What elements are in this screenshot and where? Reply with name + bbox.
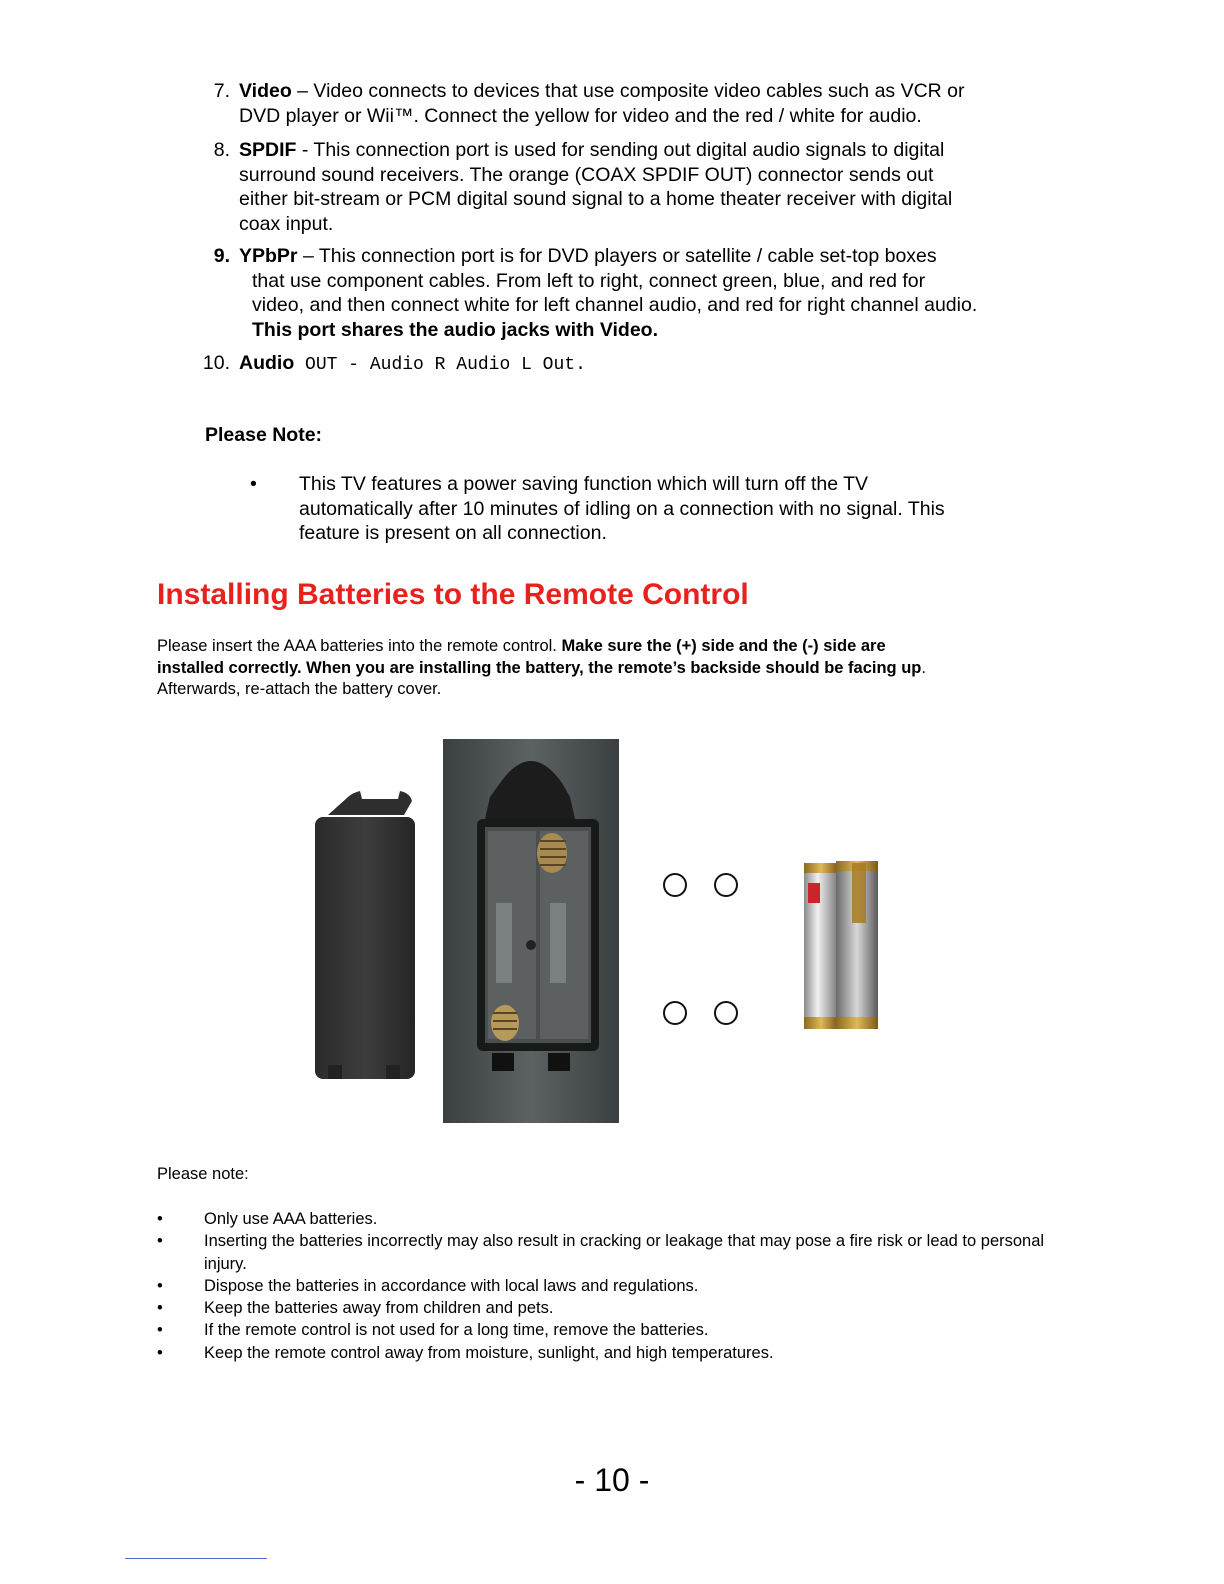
bullet: • bbox=[157, 1321, 163, 1340]
aaa-batteries-icon bbox=[804, 861, 878, 1029]
item-text: - This connection port is used for sending out digital audio signals to digital bbox=[296, 139, 945, 161]
footer-rule bbox=[125, 1558, 267, 1559]
item-number: 7. bbox=[213, 80, 230, 102]
section-title: Installing Batteries to the Remote Control bbox=[157, 578, 749, 611]
item-text: – Video connects to devices that use composite video cables such as VCR or bbox=[291, 80, 965, 102]
list-item bbox=[157, 1275, 1057, 1297]
item-text: OUT - Audio R Audio L Out. bbox=[294, 355, 586, 375]
polarity-circle-icon bbox=[715, 1002, 737, 1024]
bullet: • bbox=[250, 473, 257, 495]
page-number: - 10 - bbox=[574, 1462, 650, 1498]
battery-installation-figure bbox=[300, 735, 920, 1135]
item-text: that use component cables. From left to right, connect green, blue, and red for bbox=[252, 269, 926, 292]
note-text: Inserting the batteries incorrectly may also result in cracking or leakage that may pose a fire risk or lead to personal injury. bbox=[204, 1232, 1045, 1273]
bullet: • bbox=[157, 1232, 163, 1251]
intro-text: Afterwards, re-attach the battery cover. bbox=[157, 680, 442, 698]
polarity-circle-icon bbox=[664, 874, 686, 896]
list-item bbox=[157, 1319, 1057, 1341]
item-label: YPbPr bbox=[239, 245, 298, 267]
polarity-circle-icon bbox=[664, 1002, 686, 1024]
item-text: surround sound receivers. The orange (COAX SPDIF OUT) connector sends out bbox=[239, 163, 934, 186]
item-text: either bit-stream or PCM digital sound signal to a home theater receiver with digital bbox=[239, 188, 953, 210]
polarity-circle-icon bbox=[715, 874, 737, 896]
note-text: Keep the remote control away from moisture, sunlight, and high temperatures. bbox=[204, 1343, 774, 1362]
bullet: • bbox=[157, 1343, 163, 1362]
list-item bbox=[157, 1342, 1057, 1364]
bullet: • bbox=[157, 1210, 163, 1228]
remote-back-icon bbox=[443, 739, 619, 1123]
note-text: Dispose the batteries in accordance with local laws and regulations. bbox=[204, 1276, 699, 1295]
intro-text: . bbox=[921, 658, 926, 677]
item-text: coax input. bbox=[239, 212, 334, 235]
battery-illustration bbox=[300, 735, 920, 1135]
note-line: This TV features a power saving function which will turn off the TV bbox=[299, 473, 869, 495]
note-line: feature is present on all connection. bbox=[299, 522, 607, 544]
bullet: • bbox=[157, 1299, 163, 1318]
note-text: If the remote control is not used for a long time, remove the batteries. bbox=[204, 1321, 709, 1340]
list-item bbox=[157, 1208, 1057, 1230]
battery-notes-list bbox=[157, 1208, 1057, 1364]
item-label: Video bbox=[239, 80, 292, 102]
item-text: – This connection port is for DVD players or satellite / cable set-top boxes bbox=[297, 245, 937, 267]
item-number: 10. bbox=[202, 352, 230, 374]
item-label: SPDIF bbox=[239, 139, 297, 161]
intro-bold-text: Make sure the (+) side and the (-) side are bbox=[561, 637, 886, 655]
item-text: DVD player or Wii™. Connect the yellow for video and the red / white for audio. bbox=[239, 104, 922, 127]
bullet: • bbox=[157, 1276, 163, 1295]
note-text: Keep the batteries away from children and pets. bbox=[204, 1299, 554, 1318]
intro-bold-text: installed correctly. When you are installing the battery, the remote’s backside should be facing up bbox=[157, 658, 922, 677]
item-bold-note: This port shares the audio jacks with Video. bbox=[252, 318, 658, 341]
note-line: automatically after 10 minutes of idling on a connection with no signal. This bbox=[299, 497, 945, 520]
item-number: 9. bbox=[213, 245, 230, 267]
item-label: Audio bbox=[239, 352, 295, 374]
please-note-heading-2: Please note: bbox=[157, 1165, 249, 1183]
note-text: Only use AAA batteries. bbox=[204, 1210, 378, 1228]
list-item bbox=[157, 1297, 1057, 1319]
item-number: 8. bbox=[213, 139, 230, 161]
item-text: video, and then connect white for left channel audio, and red for right channel audio. bbox=[252, 294, 978, 316]
battery-cover-icon bbox=[315, 791, 415, 1079]
list-item bbox=[157, 1230, 1057, 1275]
intro-paragraph bbox=[157, 636, 1057, 701]
intro-text: Please insert the AAA batteries into the remote control. bbox=[157, 637, 562, 655]
please-note-heading: Please Note: bbox=[205, 424, 323, 446]
